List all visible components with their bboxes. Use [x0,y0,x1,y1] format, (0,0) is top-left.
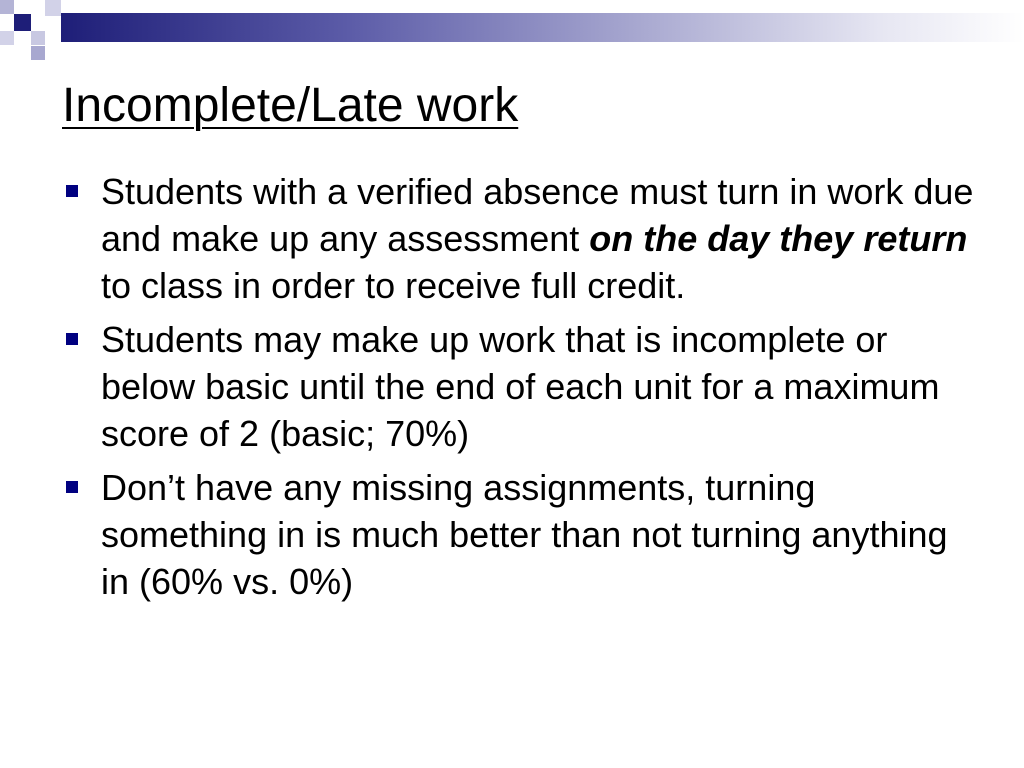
bullet-text: Don’t have any missing assignments, turning something in is much better than not turning anything in (60% vs. 0%) [101,467,948,602]
bullet-text [101,168,981,309]
list-item [0,168,1024,309]
bullet-text: Students may make up work that is incomplete or below basic until the end of each unit for a maximum score of 2 (basic; 70%) [101,319,940,454]
slide-title: Incomplete/Late work [62,79,519,132]
list-item [0,316,1024,457]
square-bullet-icon [66,185,78,197]
bullet-list [0,168,1024,612]
emphasized-text: on the day they return [589,218,968,259]
bullet-text-part: to class in order to receive full credit. [101,265,686,306]
list-item [0,464,1024,605]
square-bullet-icon [66,333,78,345]
bullet-text-part: Students with a verified absence must turn in work due and make up any assessment [101,171,974,259]
header-gradient-bar [61,13,1024,42]
square-bullet-icon [66,481,78,493]
